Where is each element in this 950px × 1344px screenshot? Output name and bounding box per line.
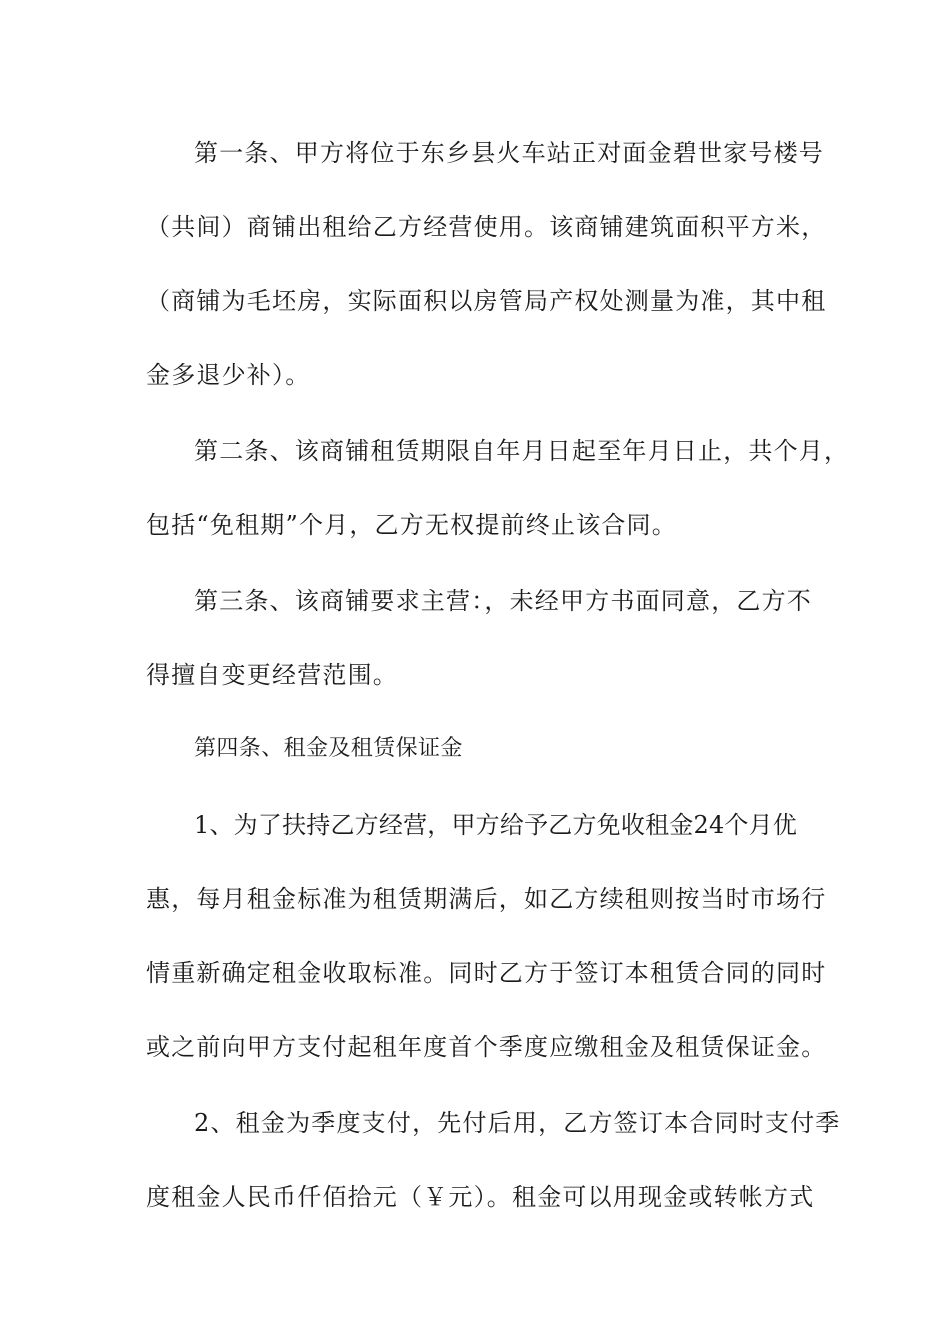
clause-1-line-1: 1、为了扶持乙方经营，甲方给予乙方免收租金24个月优 [194, 811, 798, 839]
article-1-line-3: （商铺为毛坯房，实际面积以房管局产权处测量为准，其中租 [146, 287, 827, 315]
clause-2-line-2: 度租金人民币仟佰拾元（￥元）。租金可以用现金或转帐方式 [146, 1183, 815, 1211]
clause-1-line-4: 或之前向甲方支付起租年度首个季度应缴租金及租赁保证金。 [146, 1033, 827, 1061]
article-1-line-2: （共间）商铺出租给乙方经营使用。该商铺建筑面积平方米， [146, 213, 827, 241]
article-1-line-4: 金多退少补）。 [146, 361, 311, 389]
clause-1-line-2: 惠，每月租金标准为租赁期满后，如乙方续租则按当时市场行 [146, 885, 827, 913]
article-3-line-1: 第三条、该商铺要求主营：，未经甲方书面同意，乙方不 [194, 587, 812, 615]
article-2-line-2: 包括“免租期”个月，乙方无权提前终止该合同。 [146, 511, 677, 539]
article-1-line-1: 第一条、甲方将位于东乡县火车站正对面金碧世家号楼号 [194, 139, 824, 167]
clause-1-line-3: 情重新确定租金收取标准。同时乙方于签订本租赁合同的同时 [146, 959, 827, 987]
clause-2-line-1: 2、租金为季度支付，先付后用，乙方签订本合同时支付季 [194, 1109, 841, 1137]
article-3-line-2: 得擅自变更经营范围。 [146, 661, 398, 689]
article-4-heading: 第四条、租金及租赁保证金 [194, 736, 463, 761]
article-2-line-1: 第二条、该商铺租赁期限自年月日起至年月日止，共个月， [194, 437, 850, 465]
